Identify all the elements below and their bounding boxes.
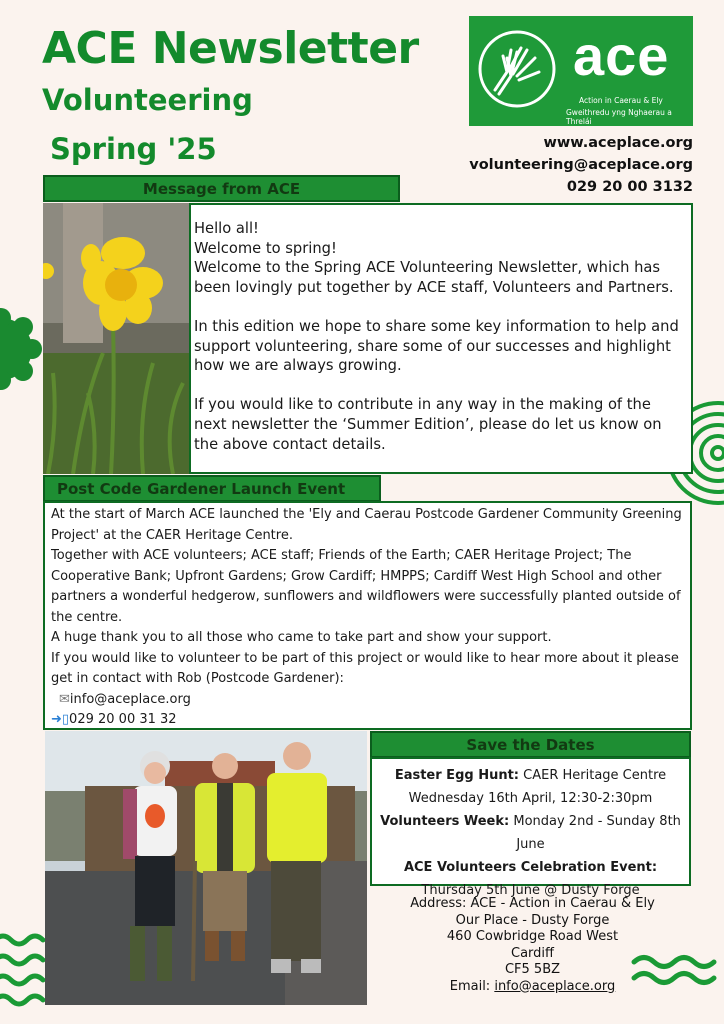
message-content — [189, 203, 693, 474]
logo-tagline-welsh: Gweithredu yng Nghaerau a Threlái — [566, 108, 672, 126]
dates-heading: Save the Dates — [370, 731, 691, 758]
message-welcome: Welcome to spring! — [194, 239, 337, 257]
postcode-email-row — [51, 690, 684, 711]
hand-icon — [477, 28, 557, 110]
email-link[interactable]: volunteering@aceplace.org — [469, 157, 693, 173]
event-2-label: Volunteers Week: — [380, 814, 510, 829]
postcode-heading: Post Code Gardener Launch Event — [43, 475, 381, 502]
address-line-3: 460 Cowbridge Road West — [446, 929, 619, 944]
phone-number: 029 20 00 3132 — [566, 179, 693, 195]
contact-details — [469, 132, 693, 198]
postcode-email[interactable]: info@aceplace.org — [69, 691, 191, 707]
event-3-label-text: ACE Volunteers Celebration Event: — [403, 860, 658, 875]
daffodil-photo — [43, 203, 189, 474]
message-heading: Message from ACE — [43, 175, 400, 202]
newsletter-title: ACE Newsletter — [42, 23, 419, 74]
postcode-paragraph-4: If you would like to volunteer to be part of this project or would like to hear more about it please get in contact with Rob (Postcode Gardener): — [51, 650, 679, 686]
mobile-phone-icon: ➜▯ — [51, 712, 70, 727]
event-1-when: Wednesday 16th April, 12:30-2:30pm — [408, 791, 653, 806]
logo-tagline-english: Action in Caerau & Ely — [579, 96, 663, 105]
address-line-5: CF5 5BZ — [504, 962, 561, 977]
ace-logo — [469, 16, 693, 126]
postcode-paragraph-1: At the start of March ACE launched the 'Ely and Caerau Postcode Gardener Community Greening Project' at the CAER Heritage Centre. — [51, 507, 682, 543]
website-link[interactable]: www.aceplace.org — [543, 135, 693, 151]
postcode-paragraph-2: Together with ACE volunteers; ACE staff; Friends of the Earth; CAER Heritage Project; The Cooperative Bank; Upfront Gardens; Grow Cardiff; HMPPS; Cardiff West High School and other partners a wonderful hedgerow, sunflowers and wildflowers were successfully planted outside of the centre. — [51, 548, 681, 625]
event-1-place: CAER Heritage Centre — [519, 768, 667, 783]
address-email-link[interactable]: info@aceplace.org — [494, 978, 616, 994]
scalloped-circle-decoration — [0, 308, 42, 390]
newsletter-season: Spring '25 — [50, 132, 217, 166]
address-line-4: Cardiff — [511, 945, 554, 961]
volunteers-photo — [45, 731, 367, 1005]
postcode-paragraph-3: A huge thank you to all those who came to take part and show your support. — [51, 630, 552, 645]
address-line-1: Address: ACE - Action in Caerau & Ely — [410, 896, 655, 911]
address-block — [400, 896, 665, 995]
dates-content — [370, 757, 691, 898]
message-greeting: Hello all! — [194, 220, 259, 237]
postcode-phone-row — [51, 710, 684, 731]
message-contribute: If you would like to contribute in any way in the making of the next newsletter the ‘Summer Edition’, please do let us know on the above contact details. — [194, 396, 662, 453]
message-intro: Welcome to the Spring ACE Volunteering Newsletter, which has been lovingly put together by ACE staff, Volunteers and Partners. — [194, 259, 674, 296]
postcode-content — [43, 501, 692, 730]
event-3-label — [372, 856, 689, 879]
event-easter-egg-hunt — [372, 764, 689, 787]
logo-wordmark: ace — [573, 24, 670, 87]
postcode-phone: 029 20 00 31 32 — [69, 712, 177, 727]
event-3-when: Thursday 5th June @ Dusty Forge — [421, 883, 640, 898]
message-edition: In this edition we hope to share some key information to help and support volunteering, share some of our successes and highlight how we are always growing. — [194, 317, 679, 375]
event-2-when: Monday 2nd - Sunday 8th June — [509, 814, 681, 852]
event-volunteers-week — [372, 810, 689, 856]
event-1-label: Easter Egg Hunt: — [394, 768, 520, 783]
newsletter-subtitle: Volunteering — [42, 83, 253, 117]
address-email-label: Email: — [449, 978, 495, 994]
address-email-row — [400, 979, 665, 996]
envelope-icon: ✉ — [59, 691, 70, 707]
address-line-2: Our Place - Dusty Forge — [455, 912, 610, 928]
